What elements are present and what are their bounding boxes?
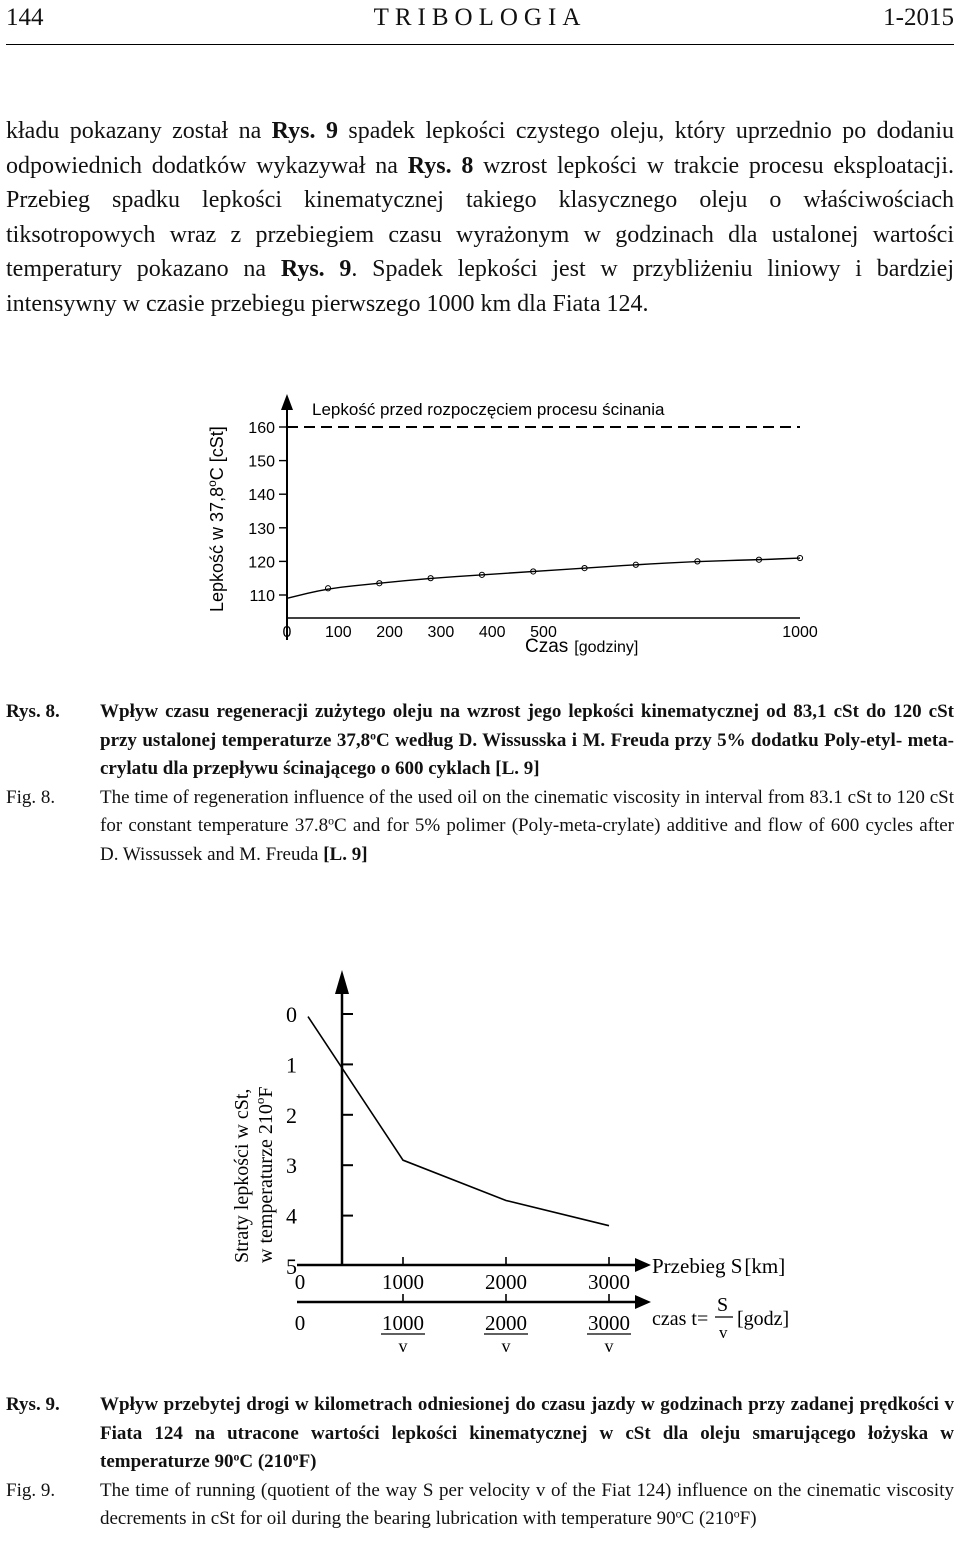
fig9-y-label-line2: w temperaturze 210 [255,1104,277,1263]
fig9-axis2-tick-den-1: v [398,1336,408,1356]
fig9-axis2-unit: [godz] [737,1308,790,1330]
fig9-curve [308,1017,609,1226]
page-number: 144 [6,4,44,31]
fig8-x-tick-label-6: 1000 [782,624,818,641]
fig9-y-tick-label-2: 2 [286,1102,297,1128]
caption-figure-8 [6,698,954,869]
fig9-axis2-label: czas t= [652,1308,709,1330]
fig8-y-label-tail: C [cSt] [207,426,227,481]
fig9-y-label-line2-tail: F [255,1086,277,1098]
fig8-y-tick-label-5: 110 [249,588,275,605]
fig8-x-label-text: Czas [525,636,569,657]
caption9-text-en: The time of running (quotient of the way S per velocity v of the Fiat 124) influence on the cinematic viscosity decrements in cSt for oil during the bearing lubrication with temperature 90$^o$C (210$^o$F) [100,1479,954,1529]
fig9-axis1-tick-label-1: 1000 [382,1270,424,1294]
caption8-text-pl: Wpływ czasu regeneracji zużytego oleju na wzrost jego lepkości kinematycznej od 83,1 cSt do 120 cSt przy ustalonej temperaturze 37,8$^o$C według D. Wissusska i M. Freuda przy 5% dodatku Poly-etyl- meta-crylatu dla przepływu ścinającego o 600 cyklach [L. 9] [100,701,954,779]
fig9-axis1-unit: [km] [744,1254,786,1278]
fig9-axis2-tick-den-2: v [501,1336,511,1356]
fig9-axis1-tick-label-2: 2000 [485,1270,527,1294]
caption9-label-en: Fig. 9. [6,1479,56,1501]
caption8-text-en: The time of regeneration influence of the used oil on the cinematic viscosity in interval from 83.1 cSt to 120 cSt for constant temperature 37.8$^o$C and for 5% polimer (Poly-meta-crylate) additive and flow of 600 cycles after D. Wissussek and M. Freuda [L. 9] [100,786,954,865]
fig8-y-tick-label-2: 140 [248,487,275,505]
fig8-y-tick-label-3: 130 [248,520,275,538]
fig9-y-arrow [335,970,349,994]
fig8-x-tick-label-5: 500 [530,624,557,641]
fig9-axis1-tick-label-0: 0 [294,1270,306,1294]
fig9-y-tick-label-4: 4 [286,1203,297,1229]
fig8-x-tick-label-3: 300 [427,624,455,641]
page-header [6,2,954,38]
ref-rys8: Rys. 8 [407,152,474,179]
caption9-text-pl: Wpływ przebytej drogi w kilometrach odniesionej do czasu jazdy w godzinach przy zadanej prędkości v Fiata 124 na utracone wartości lepkości kinematycznej w cSt dla oleju smarującego łożyska w temperaturze 90$^o$C (210$^o$F) [100,1394,954,1472]
fig8-y-arrow [281,394,293,410]
fig8-x-tick-label-1: 100 [324,624,352,641]
para-text-2: spadek lepkości czystego oleju, który uprzednio po dodaniu odpowiednich dodatków wykazywał na [6,118,954,179]
fig9-axis1-arrow [635,1258,651,1272]
fig8-x-tick-label-4: 400 [478,624,506,641]
caption-figure-9 [6,1391,954,1534]
fig9-axis2-frac-num: S [717,1294,729,1316]
fig9-y-label-sup: o [252,1097,267,1105]
fig9-axis2-tick-num-0: 0 [294,1311,306,1335]
fig9-y-tick-label-5: 5 [286,1254,297,1279]
fig9-axis2-arrow [635,1295,651,1309]
fig8-y-label-sup: o [205,480,219,487]
fig9-axis1-label-text: Przebieg S [652,1254,743,1278]
fig9-axis2-tick-num-1: 1000 [382,1311,424,1335]
fig8-x-label-unit: [godziny] [574,639,639,656]
fig8-y-tick-label-0: 160 [248,420,275,437]
journal-title: TRIBOLOGIA [373,4,587,31]
fig9-axis2-tick-den-3: v [604,1336,614,1356]
fig8-x-label [525,636,638,657]
figure-9-chart [215,968,815,1360]
fig9-axis2-tick-num-3: 3000 [588,1311,630,1335]
fig9-y-tick-label-3: 3 [286,1153,297,1179]
fig8-y-tick-label-1: 150 [248,453,275,471]
header-rule [6,44,954,45]
figure-8-chart [190,390,830,660]
caption8-label-en: Fig. 8. [6,786,56,808]
issue-number: 1-2015 [883,4,954,31]
fig8-curve [287,558,800,598]
caption8-label-pl: Rys. 8. [6,701,60,722]
fig9-axis1-tick-label-3: 3000 [588,1270,630,1294]
fig9-y-tick-label-0: 0 [286,1002,297,1027]
fig9-y-label-line1: Straty lepkości w cSt, [231,1088,253,1263]
fig8-y-label [205,426,227,612]
fig8-x-tick-label-0: 0 [282,624,292,641]
para-text-4: . Spadek lepkości jest w przybliżeniu liniowy i bardziej intensywny w czasie przebiegu pierwszego 1000 km dla Fiata 124. [6,256,954,317]
fig8-annotation: Lepkość przed rozpoczęciem procesu ścinania [312,400,665,419]
ref-rys9: Rys. 9 [271,118,338,144]
fig9-axis2-frac-den: v [719,1323,728,1342]
para-text-1: kładu pokazany został na [6,118,272,144]
fig8-y-label-text: Lepkość w 37,8 [207,486,227,612]
fig9-axis2-tick-num-2: 2000 [485,1311,527,1335]
fig8-x-tick-label-2: 200 [376,624,403,641]
ref-rys9-second: Rys. 9 [280,256,352,282]
fig9-y-label [231,1084,277,1263]
para-text-3: wzrost lepkości w trakcie procesu eksploatacji. Przebieg spadku lepkości kinematycznej takiego klasycznego oleju o właściwościach tiksotropowych wraz z przebiegiem czasu wyrażonym w godzinach dla ustalonej wartości temperatury pokazano na [6,152,954,282]
body-paragraph [6,114,954,321]
fig8-y-tick-label-4: 120 [248,554,275,572]
fig9-y-tick-label-1: 1 [286,1052,297,1078]
fig9-axis1-label [652,1254,785,1278]
caption9-label-pl: Rys. 9. [6,1394,60,1415]
